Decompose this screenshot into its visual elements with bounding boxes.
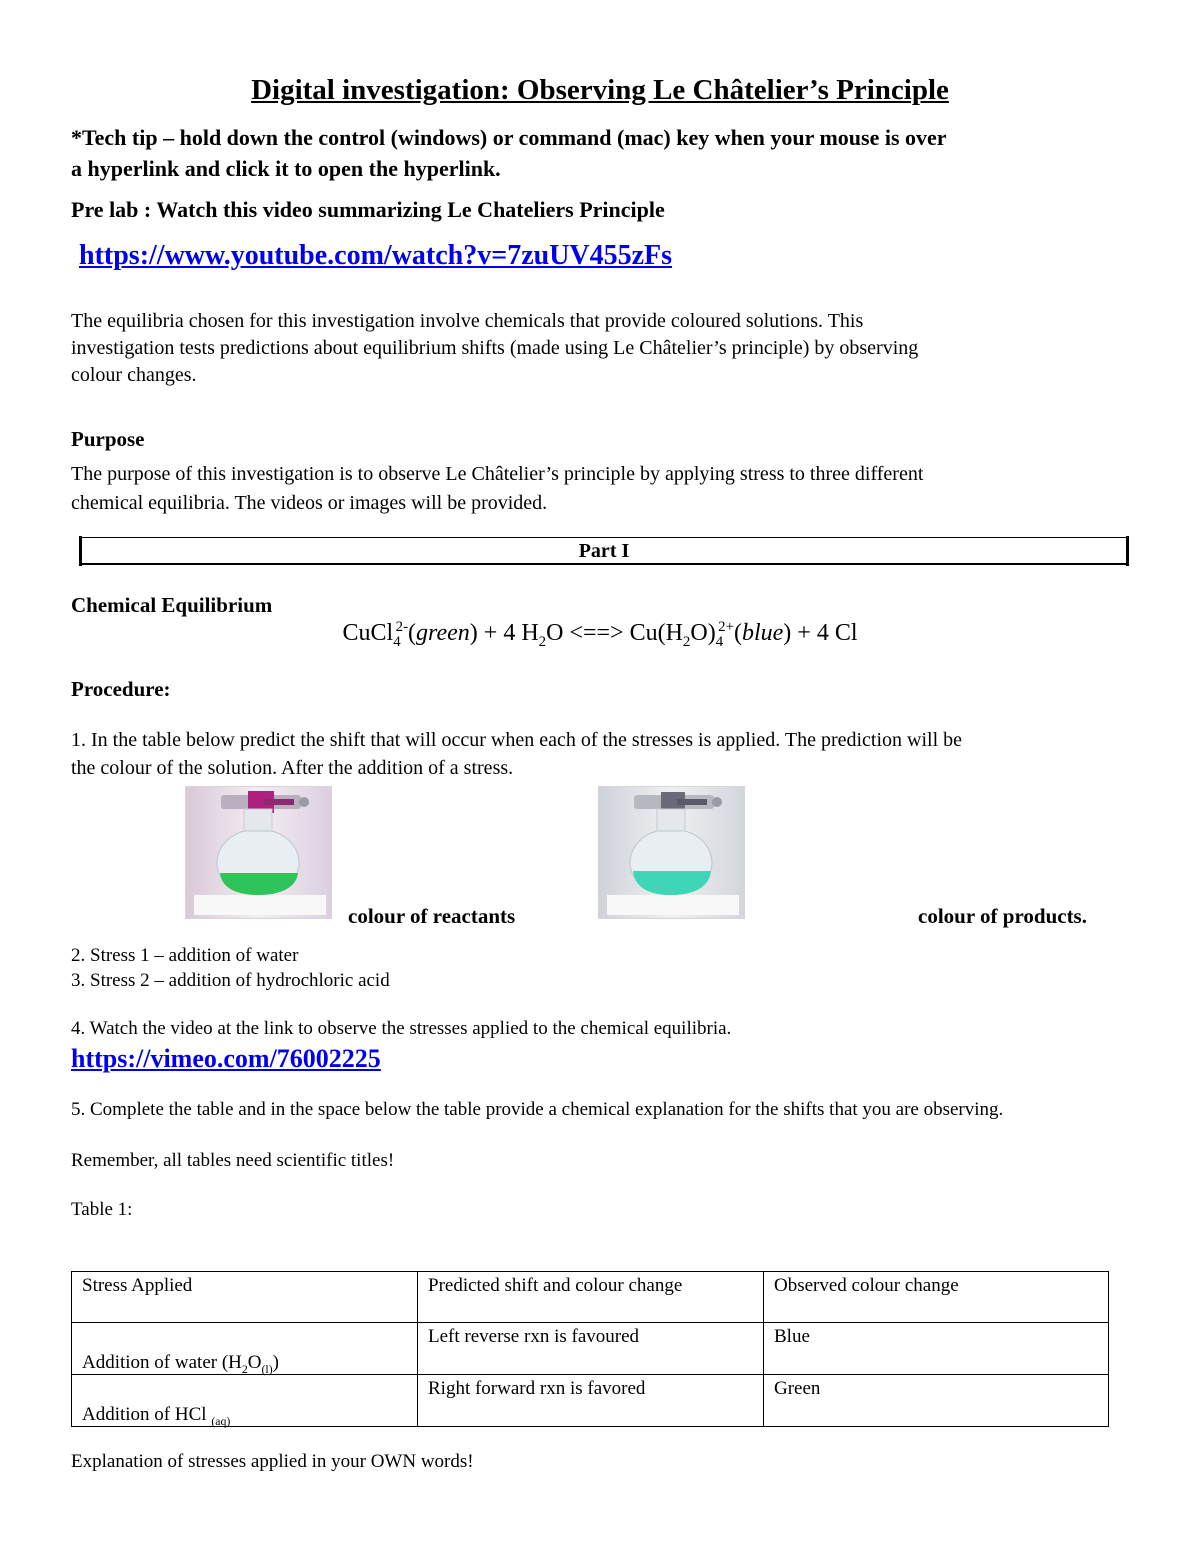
chemical-equation: CuCl$_4^{2-}$(green) + 4 $H_2O$ <==> $Cu(H_2O)_4^{2+}(blue) + 4$ Cl xyxy=(342,619,858,650)
cell-observed[interactable]: Green xyxy=(764,1375,1109,1427)
stress-water-end: ) xyxy=(272,1352,279,1373)
stress-water-rest: O xyxy=(247,1352,262,1373)
stress-water-sub: 2 xyxy=(241,1362,248,1376)
prelab-instruction: Pre lab : Watch this video summarizing Le Chateliers Principle xyxy=(71,197,665,222)
eq-prod-sup: 2+ xyxy=(718,619,734,635)
green-flask-icon xyxy=(186,787,331,918)
reactants-caption: colour of reactants xyxy=(348,904,516,928)
table-header-row xyxy=(72,1272,1109,1323)
purpose-paragraph xyxy=(71,460,923,518)
page-title: Digital investigation: Observing Le Châtelier’s Principle xyxy=(251,74,949,106)
eq-tail: + 4 Cl xyxy=(791,620,858,646)
stress-list xyxy=(71,943,390,993)
eq-water-rest: O <==> Cu(H xyxy=(546,620,683,646)
step-3: 3. Stress 2 – addition of hydrochloric acid xyxy=(71,970,390,991)
stress-water-state: (l) xyxy=(261,1362,273,1376)
cell-predicted[interactable]: Right forward rxn is favored xyxy=(418,1375,764,1427)
tech-tip-line-1: *Tech tip – hold down the control (windows) or command (mac) key when your mouse is over xyxy=(71,125,947,150)
stress-hcl-state: (aq) xyxy=(211,1414,231,1428)
eq-reactant-sub: 4 xyxy=(393,633,401,650)
results-table xyxy=(71,1271,1109,1427)
part-banner xyxy=(80,537,1128,565)
youtube-link[interactable]: https://www.youtube.com/watch?v=7zuUV455zFs xyxy=(79,240,673,271)
table-label: Table 1: xyxy=(71,1199,133,1220)
intro-line-1: The equilibria chosen for this investigation involve chemicals that provide coloured solutions. This xyxy=(71,310,864,332)
stress-hcl xyxy=(82,1404,230,1426)
header-predicted-shift: Predicted shift and colour change xyxy=(418,1272,764,1323)
cell-predicted[interactable]: Left reverse rxn is favoured xyxy=(418,1323,764,1375)
intro-paragraph xyxy=(71,308,918,389)
step-5: 5. Complete the table and in the space below the table provide a chemical explanation for the shifts that you are observing. xyxy=(71,1099,1004,1120)
stress-water xyxy=(82,1352,279,1374)
step-1 xyxy=(71,726,962,782)
reminder: Remember, all tables need scientific titles! xyxy=(71,1150,395,1171)
eq-water-sub: 2 xyxy=(538,633,547,650)
blue-flask-icon xyxy=(599,787,744,918)
tech-tip-line-2: a hyperlink and click it to open the hyperlink. xyxy=(71,156,501,181)
eq-product-color: blue xyxy=(741,620,784,646)
products-flask-image xyxy=(598,786,745,919)
part-label: Part I xyxy=(578,540,630,562)
cell-stress xyxy=(72,1323,418,1375)
intro-line-2: investigation tests predictions about equilibrium shifts (made using Le Châtelier’s principle) by observing xyxy=(71,337,919,359)
eq-reactant: CuCl xyxy=(342,620,394,646)
header-stress-applied: Stress Applied xyxy=(72,1272,418,1323)
procedure-heading: Procedure: xyxy=(71,677,171,701)
eq-reactant-sup: 2- xyxy=(395,619,409,635)
eq-reactant-color: green xyxy=(416,620,470,646)
eq-plus-water: + 4 H xyxy=(477,620,539,646)
intro-line-3: colour changes. xyxy=(71,364,197,386)
vimeo-link[interactable]: https://vimeo.com/76002225 xyxy=(71,1044,381,1073)
eq-prod-sub1: 2 xyxy=(682,633,691,650)
reactants-flask-image xyxy=(185,786,332,919)
products-caption: colour of products. xyxy=(918,904,1087,928)
chem-eq-heading: Chemical Equilibrium xyxy=(71,593,273,617)
purpose-heading: Purpose xyxy=(71,427,145,451)
step-1-line-2: the colour of the solution. After the addition of a stress. xyxy=(71,757,514,779)
stress-hcl-text: Addition of HCl xyxy=(82,1404,212,1425)
purpose-line-1: The purpose of this investigation is to observe Le Châtelier’s principle by applying stress to three different xyxy=(71,463,924,485)
stress-water-text: Addition of water (H xyxy=(82,1352,242,1373)
step-1-line-1: 1. In the table below predict the shift that will occur when each of the stresses is applied. The prediction will be xyxy=(71,729,963,751)
table-row xyxy=(72,1375,1109,1427)
header-observed-change: Observed colour change xyxy=(764,1272,1109,1323)
step-2: 2. Stress 1 – addition of water xyxy=(71,945,299,966)
explanation-prompt: Explanation of stresses applied in your OWN words! xyxy=(71,1451,474,1472)
table-row xyxy=(72,1323,1109,1375)
tech-tip xyxy=(71,122,947,184)
cell-stress xyxy=(72,1375,418,1427)
purpose-line-2: chemical equilibria. The videos or images will be provided. xyxy=(71,492,548,514)
step-4: 4. Watch the video at the link to observe the stresses applied to the chemical equilibria. xyxy=(71,1018,732,1039)
eq-prod-mid: O) xyxy=(690,620,716,646)
cell-observed[interactable]: Blue xyxy=(764,1323,1109,1375)
eq-prod-sub2: 4 xyxy=(715,633,724,650)
